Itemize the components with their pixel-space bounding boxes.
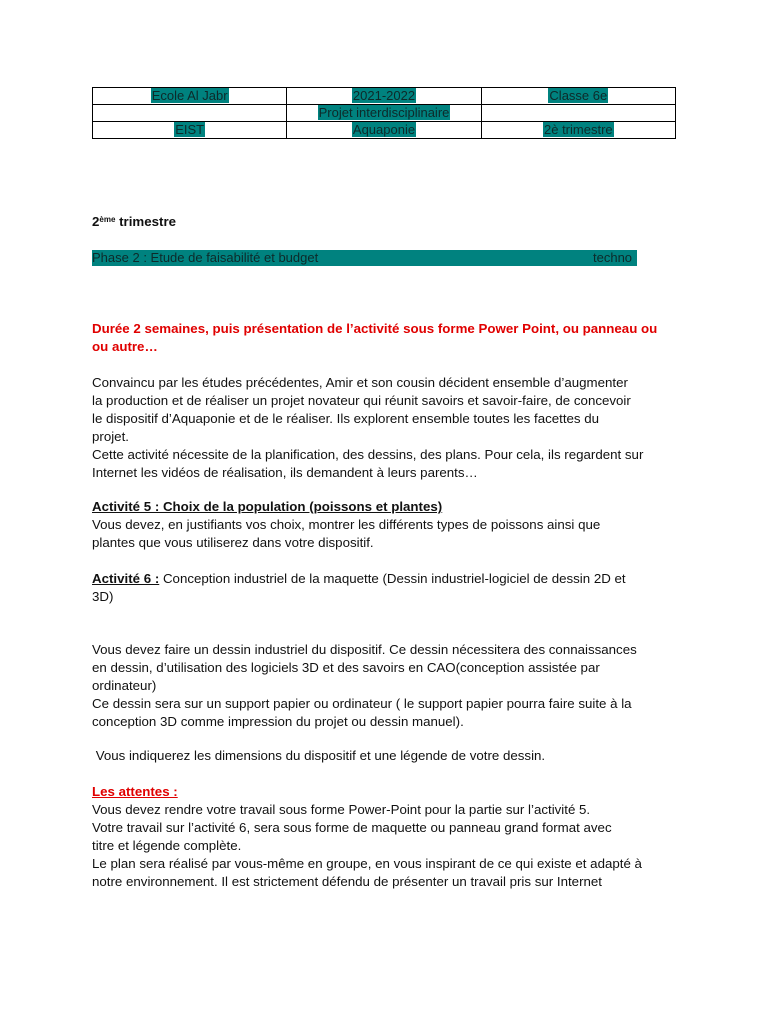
intro-paragraph [92, 374, 672, 482]
activity5-section [92, 498, 672, 552]
text-line: conception 3D comme impression du projet ou dessin manuel). [92, 714, 464, 729]
header-cell [93, 105, 287, 122]
activity6-heading: Activité 6 : [92, 571, 160, 586]
header-row [93, 105, 676, 122]
subject: EIST [175, 122, 205, 137]
text-line: plantes que vous utiliserez dans votre dispositif. [92, 535, 374, 550]
attentes-section [92, 783, 672, 891]
header-row [93, 88, 676, 105]
phase-tag: techno [593, 250, 633, 265]
header-cell [481, 122, 675, 139]
header-cell [93, 122, 287, 139]
dimensions-note: Vous indiquerez les dimensions du dispositif et une légende de votre dessin. [92, 748, 546, 763]
project-type: Projet interdisciplinaire [318, 105, 450, 120]
text-line: titre et légende complète. [92, 838, 242, 853]
header-cell [287, 122, 481, 139]
activity6-body [92, 641, 672, 731]
header-cell [93, 88, 287, 105]
text-line: 3D) [92, 589, 114, 604]
text-line: Ce dessin sera sur un support papier ou ordinateur ( le support papier pourra faire suite à la [92, 696, 632, 711]
text-line: Vous devez faire un dessin industriel du dispositif. Ce dessin nécessitera des connaissances [92, 642, 637, 657]
header-table [92, 87, 676, 139]
text-line: Vous devez, en justifiants vos choix, montrer les différents types de poissons ainsi que [92, 517, 601, 532]
activity6-section [92, 570, 672, 606]
text-line: Internet les vidéos de réalisation, ils demandent à leurs parents… [92, 465, 478, 480]
text-line: ordinateur) [92, 678, 157, 693]
text-line: projet. [92, 429, 129, 444]
text-line: notre environnement. Il est strictement défendu de présenter un travail pris sur Internet [92, 874, 602, 889]
trimestre-heading: 2ème trimestre [92, 214, 177, 229]
activity5-heading: Activité 5 : Choix de la population (poissons et plantes) [92, 499, 443, 514]
activity6-title: Conception industriel de la maquette (Dessin industriel-logiciel de dessin 2D et [159, 571, 626, 586]
school-year: 2021-2022 [352, 88, 416, 103]
header-cell [481, 88, 675, 105]
text-line: Votre travail sur l’activité 6, sera sous forme de maquette ou panneau grand format avec [92, 820, 612, 835]
text-line: Convaincu par les études précédentes, Amir et son cousin décident ensemble d’augmenter [92, 375, 628, 390]
text-line: Cette activité nécessite de la planification, des dessins, des plans. Pour cela, ils regardent sur [92, 447, 644, 462]
header-cell [287, 88, 481, 105]
text-line: Vous devez rendre votre travail sous forme Power-Point pour la partie sur l’activité 5. [92, 802, 591, 817]
term: 2è trimestre [544, 122, 613, 137]
text-line: Le plan sera réalisé par vous-même en groupe, en vous inspirant de ce qui existe et adapté à [92, 856, 642, 871]
project-theme: Aquaponie [352, 122, 416, 137]
duration-notice: Durée 2 semaines, puis présentation de l’activité sous forme Power Point, ou panneau ou ou autre… [92, 321, 658, 354]
text-line: la production et de réaliser un projet novateur qui réunit savoirs et savoir-faire, de concevoir [92, 393, 631, 408]
header-cell [481, 105, 675, 122]
phase-title: Phase 2 : Etude de faisabilité et budget [92, 250, 319, 265]
class-level: Classe 6e [549, 88, 608, 103]
header-cell [287, 105, 481, 122]
school-name: Ecole Al Jabr [151, 88, 228, 103]
activity6-line [92, 570, 672, 588]
text-line: le dispositif d’Aquaponie et de le réaliser. Ils explorent ensemble toutes les facettes du [92, 411, 600, 426]
attentes-heading: Les attentes : [92, 784, 178, 799]
text-line: en dessin, d’utilisation des logiciels 3D et des savoirs en CAO(conception assistée par [92, 660, 600, 675]
header-row [93, 122, 676, 139]
